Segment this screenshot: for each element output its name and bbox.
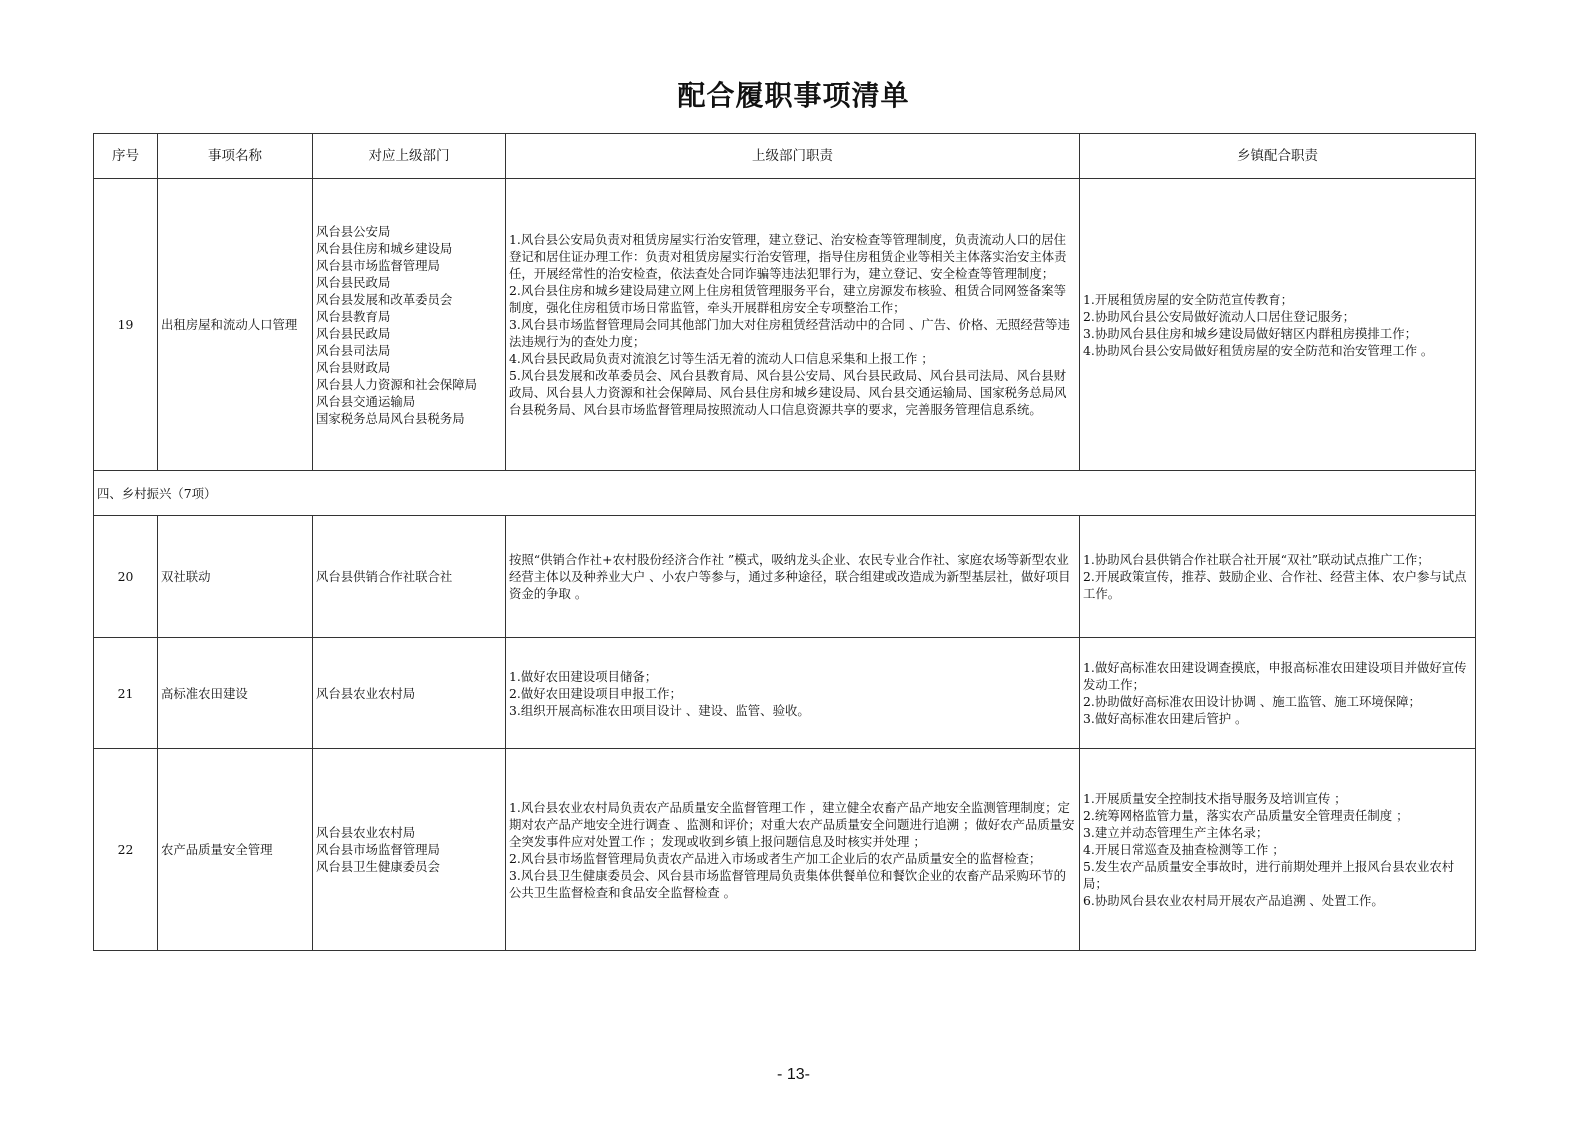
row-no: 20 bbox=[94, 516, 158, 638]
row-town-duties bbox=[1080, 638, 1476, 749]
row-dept-duties bbox=[506, 179, 1080, 471]
section-row bbox=[94, 471, 1476, 516]
town-line: 1.协助风台县供销合作社联合社开展“双社”联动试点推广工作； bbox=[1083, 552, 1430, 567]
table-row bbox=[94, 638, 1476, 749]
row-dept-duties bbox=[506, 749, 1080, 951]
dept-line: 国家税务总局风台县税务局 bbox=[316, 410, 465, 426]
duty-line: 2.风台县市场监督管理局负责农产品进入市场或者生产加工企业后的农产品质量安全的监督检查； bbox=[509, 850, 1042, 866]
dept-line: 风台县教育局 bbox=[316, 308, 391, 324]
dept-line: 风台县财政局 bbox=[316, 359, 391, 375]
town-line: 2.开展政策宣传，推荐、鼓励企业、合作社、经营主体、农户参与试点工作。 bbox=[1083, 569, 1467, 601]
dept-line: 风台县农业农村局 bbox=[316, 825, 416, 840]
dept-line: 风台县市场监督管理局 bbox=[316, 842, 440, 857]
duty-line: 1.风台县公安局负责对租赁房屋实行治安管理，建立登记、治安检查等管理制度，负责流动人口的居住登记和居住证办理工作：负责对租赁房屋实行治安管理，指导住房租赁企业等相关主体落实治安主体责任，开展经常性的治安检查，依法查处合同诈骗等违法犯罪行为，建立登记、安全检查等管理制度； bbox=[509, 232, 1067, 281]
duty-line: 3.风台县卫生健康委员会、风台县市场监督管理局负责集体供餐单位和餐饮企业的农畜产品采购环节的公共卫生监督检查和食品安全监督检查 。 bbox=[509, 867, 1067, 900]
dept-line: 风台县公安局 bbox=[316, 223, 391, 239]
town-line: 1.开展质量安全控制技术指导服务及培训宣传 ； bbox=[1083, 791, 1347, 806]
header-dept-duties: 上级部门职责 bbox=[506, 134, 1080, 179]
row-item-name: 高标准农田建设 bbox=[158, 638, 313, 749]
town-line: 4.开展日常巡查及抽查检测等工作 ； bbox=[1083, 842, 1285, 857]
row-depts bbox=[313, 516, 506, 638]
town-line: 3.做好高标准农田建后管护 。 bbox=[1083, 711, 1248, 726]
section-title: 四、乡村振兴（7项） bbox=[94, 471, 1476, 516]
row-depts bbox=[313, 638, 506, 749]
row-dept-duties bbox=[506, 638, 1080, 749]
town-line: 2.统筹网格监管力量，落实农产品质量安全管理责任制度 ； bbox=[1083, 808, 1409, 823]
dept-line: 风台县民政局 bbox=[316, 274, 391, 290]
header-dept: 对应上级部门 bbox=[313, 134, 506, 179]
row-depts bbox=[313, 749, 506, 951]
town-line: 4.协助风台县公安局做好租赁房屋的安全防范和治安管理工作 。 bbox=[1083, 342, 1434, 358]
dept-line: 风台县卫生健康委员会 bbox=[316, 859, 440, 874]
row-no: 22 bbox=[94, 749, 158, 951]
duty-table bbox=[93, 133, 1476, 951]
header-no: 序号 bbox=[94, 134, 158, 179]
row-town-duties bbox=[1080, 749, 1476, 951]
duty-line: 4.风台县民政局负责对流浪乞讨等生活无着的流动人口信息采集和上报工作 ； bbox=[509, 351, 934, 366]
town-line: 1.开展租赁房屋的安全防范宣传教育； bbox=[1083, 291, 1294, 307]
town-line: 2.协助做好高标准农田设计协调 、施工监管、施工环境保障； bbox=[1083, 694, 1421, 709]
dept-line: 风台县农业农村局 bbox=[316, 685, 416, 701]
town-line: 1.做好高标准农田建设调查摸底，申报高标准农田建设项目并做好宣传发动工作； bbox=[1083, 660, 1467, 692]
row-no: 19 bbox=[94, 179, 158, 471]
page-number: - 13- bbox=[777, 1066, 810, 1083]
dept-line: 风台县人力资源和社会保障局 bbox=[316, 376, 478, 392]
row-dept-duties bbox=[506, 516, 1080, 638]
row-no: 21 bbox=[94, 638, 158, 749]
dept-line: 风台县司法局 bbox=[316, 342, 391, 358]
header-item-name: 事项名称 bbox=[158, 134, 313, 179]
row-item-name: 双社联动 bbox=[158, 516, 313, 638]
duty-line: 1.风台县农业农村局负责农产品质量安全监督管理工作 ，建立健全农畜产品产地安全监测管理制度；定期对农产品产地安全进行调查 、监测和评价；对重大农产品质量安全问题进行追溯 ；做好农产品质量安全突发事件应对处置工作 ；发现或收到乡镇上报问题信息及时核实并处理 ； bbox=[509, 799, 1075, 849]
dept-line: 风台县供销合作社联合社 bbox=[316, 569, 453, 584]
duty-line: 3.风台县市场监督管理局会同其他部门加大对住房租赁经营活动中的合同 、广告、价格、无照经营等违法违规行为的查处力度； bbox=[509, 317, 1070, 349]
duty-line: 1.做好农田建设项目储备； bbox=[509, 668, 658, 684]
row-item-name: 出租房屋和流动人口管理 bbox=[158, 179, 313, 471]
row-town-duties bbox=[1080, 516, 1476, 638]
town-line: 3.协助风台县住房和城乡建设局做好辖区内群租房摸排工作； bbox=[1083, 325, 1417, 341]
table-row bbox=[94, 179, 1476, 471]
town-line: 6.协助风台县农业农村局开展农产品追溯 、处置工作。 bbox=[1083, 893, 1384, 908]
row-town-duties bbox=[1080, 179, 1476, 471]
table-header-row bbox=[94, 134, 1476, 179]
table-row bbox=[94, 749, 1476, 951]
row-depts bbox=[313, 179, 506, 471]
town-line: 3.建立并动态管理生产主体名录； bbox=[1083, 825, 1269, 840]
row-item-name: 农产品质量安全管理 bbox=[158, 749, 313, 951]
dept-line: 风台县市场监督管理局 bbox=[316, 257, 440, 273]
duty-line: 按照“供销合作社+农村股份经济合作社 ”模式，吸纳龙头企业、农民专业合作社、家庭农场等新型农业经营主体以及种养业大户 、小农户等参与，通过多种途径，联合组建或改造成为新型基层社，做好项目资金的争取 。 bbox=[509, 552, 1071, 601]
duty-line: 2.风台县住房和城乡建设局建立网上住房租赁管理服务平台，建立房源发布核验、租赁合同网签备案等制度，强化住房租赁市场日常监管，牵头开展群租房安全专项整治工作； bbox=[509, 283, 1067, 315]
duty-line: 5.风台县发展和改革委员会、风台县教育局、风台县公安局、风台县民政局、风台县司法局、风台县财政局、风台县人力资源和社会保障局、风台县住房和城乡建设局、风台县交通运输局、国家税务总局风台县税务局、风台县市场监督管理局按照流动人口信息资源共享的要求，完善服务管理信息系统。 bbox=[509, 368, 1067, 417]
table-row bbox=[94, 516, 1476, 638]
dept-line: 风台县发展和改革委员会 bbox=[316, 291, 453, 307]
duty-line: 3.组织开展高标准农田项目设计 、建设、监管、验收。 bbox=[509, 702, 810, 718]
dept-line: 风台县民政局 bbox=[316, 325, 391, 341]
duty-line: 2.做好农田建设项目申报工作； bbox=[509, 685, 682, 701]
header-town-duties: 乡镇配合职责 bbox=[1080, 134, 1476, 179]
document-title: 配合履职事项清单 bbox=[677, 79, 910, 112]
town-line: 5.发生农产品质量安全事故时，进行前期处理并上报风台县农业农村局； bbox=[1083, 859, 1455, 891]
town-line: 2.协助风台县公安局做好流动人口居住登记服务； bbox=[1083, 308, 1356, 324]
dept-line: 风台县住房和城乡建设局 bbox=[316, 240, 453, 256]
dept-line: 风台县交通运输局 bbox=[316, 393, 416, 409]
